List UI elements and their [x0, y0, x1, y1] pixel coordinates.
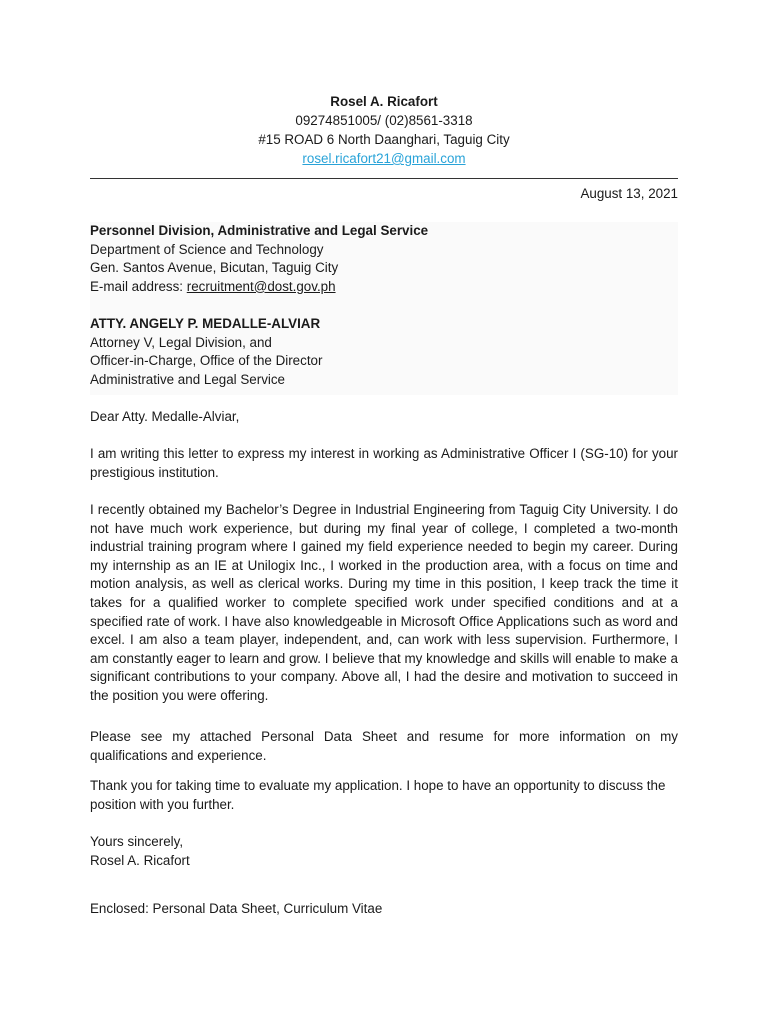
recipient-office: Personnel Division, Administrative and Legal Service	[90, 223, 429, 238]
enclosure-line: Enclosed: Personal Data Sheet, Curriculum Vitae	[90, 901, 383, 916]
sender-name: Rosel A. Ricafort	[330, 94, 438, 109]
recipient-email-link[interactable]: recruitment@dost.gov.ph	[186, 278, 336, 294]
recipient-email-label: E-mail address:	[90, 278, 187, 294]
body-paragraph-2: I recently obtained my Bachelor’s Degree in Industrial Engineering from Taguig City University. I do not have much work experience, but during my final year of college, I completed a two-month industrial training program where I gained my field experience needed to begin my career. During my internship as an IE at Unilogix Inc., I worked in the production area, with a focus on time and motion analysis, as well as clerical works. During my time in this position, I keep track the time it takes for a qualified worker to complete specified work under specified conditions and at a specified rate of work. I have also knowledgeable in Microsoft Office Applications such as word and excel. I am also a team player, independent, and, can work with less supervision. Furthermore, I am constantly eager to learn and grow. I believe that my knowledge and skills will enable to make a significant contributions to your company. Above all, I had the desire and motivation to succeed in the position you were offering.	[90, 502, 678, 703]
letterhead	[90, 92, 678, 168]
letter-date: August 13, 2021	[580, 186, 678, 201]
sender-phone: 09274851005/ (02)8561-3318	[295, 113, 473, 128]
body-paragraph-3: Please see my attached Personal Data Sheet and resume for more information on my qualifications and experience.	[90, 729, 678, 763]
recipient-street: Gen. Santos Avenue, Bicutan, Taguig City	[90, 260, 339, 276]
letterhead-divider	[90, 178, 678, 179]
attention-name: ATTY. ANGELY P. MEDALLE-ALVIAR	[90, 315, 321, 331]
body-paragraph-1: I am writing this letter to express my interest in working as Administrative Officer I (SG-10) for your prestigious institution.	[90, 446, 678, 480]
attention-title-3: Administrative and Legal Service	[90, 371, 286, 387]
recipient-address-block	[90, 222, 678, 395]
sender-address: #15 ROAD 6 North Daanghari, Taguig City	[258, 132, 510, 147]
attention-title-2: Officer-in-Charge, Office of the Director	[90, 353, 323, 369]
valediction: Yours sincerely,	[90, 834, 184, 849]
signature-name: Rosel A. Ricafort	[90, 852, 190, 868]
salutation: Dear Atty. Medalle-Alviar,	[90, 409, 240, 424]
body-paragraph-4: Thank you for taking time to evaluate my application. I hope to have an opportunity to discuss the position with you further.	[90, 778, 666, 812]
recipient-email-line	[90, 278, 678, 297]
address-spacer	[90, 296, 678, 315]
attention-title-1: Attorney V, Legal Division, and	[90, 334, 272, 350]
closing-block	[90, 833, 678, 870]
recipient-department: Department of Science and Technology	[90, 241, 324, 257]
sender-email-link[interactable]: rosel.ricafort21@gmail.com	[302, 151, 466, 166]
